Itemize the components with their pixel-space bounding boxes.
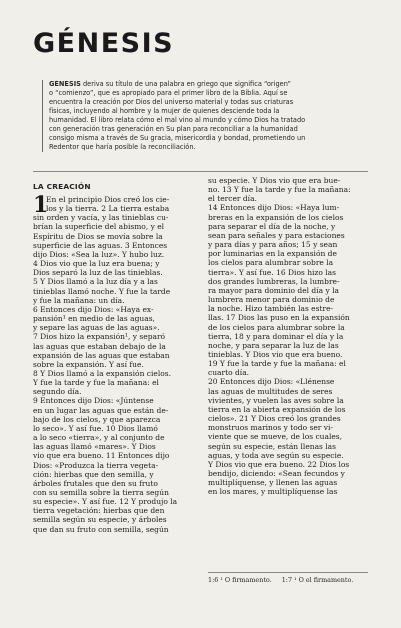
verse-line: su especie». Y así fue. 12 Y produjo la [33, 497, 178, 507]
verse-line: 20 Entonces dijo Dios: «Llénense [208, 377, 335, 387]
verse-line: lo seco». Y así fue. 10 Dios llamó [33, 423, 158, 433]
verse-line: tierra, 18 y para dominar el día y la [208, 331, 344, 341]
verse-line: a lo seco «tierra», y al conjunto de [33, 433, 165, 443]
verse-line: las aguas que estaban debajo de la [33, 341, 166, 351]
verse-line: sean para señales y para estaciones [208, 230, 345, 240]
section-divider [33, 171, 368, 172]
verse-line: tinieblas llamó noche. Y fue la tarde [33, 286, 171, 296]
intro-line: Redentor que haría posible la reconciliación. [49, 143, 196, 152]
verse-line: árboles frutales que den su fruto [33, 478, 158, 488]
verse-line: tierra vegetación: hierbas que den [33, 506, 165, 516]
verse-line: por luminarias en la expansión de [208, 249, 337, 259]
verse-line: 14 Entonces dijo Dios: «Haya lum- [208, 203, 340, 213]
intro-line: encuentra la creación por Dios del universo material y todas sus criaturas [49, 98, 294, 107]
intro-first-word: GÉNESIS [49, 80, 81, 88]
verse-line: expansión de las aguas que estaban [33, 350, 170, 360]
intro-line: humanidad. El libro relata cómo el mal vino al mundo y cómo Dios ha tratado [49, 116, 306, 125]
book-title: GÉNESIS [33, 28, 175, 59]
verse-line: dijo Dios: «Sea la luz». Y hubo luz. [33, 249, 165, 259]
verse-line: ción: hierbas que den semilla, y [33, 469, 154, 479]
verse-line: pansión¹ en medio de las aguas, [33, 314, 155, 324]
verse-line: vivientes, y vuelen las aves sobre la [208, 395, 344, 405]
verse-line: lumbrera menor para dominio de [208, 295, 335, 305]
footnote-divider [208, 572, 368, 573]
verse-line: tierra en la abierta expansión de los [208, 404, 346, 414]
verse-line: 8 Y Dios llamó a la expansión cielos. [33, 368, 171, 378]
verse-line: en los mares, y multiplíquense las [208, 487, 338, 497]
verse-line: tierra». Y así fue. 16 Dios hizo las [208, 267, 336, 277]
intro-line: o “comienzo”, que es apropiado para el primer libro de la Biblia. Aquí se [49, 89, 288, 98]
verse-line: su especie. Y Dios vio que era bue- [208, 176, 341, 185]
verse-line: noche, y para separar la luz de las [208, 340, 339, 350]
intro-line: físicas, incluyendo al hombre y la mujer de quienes desciende toda la [49, 107, 280, 116]
verse-line: Espíritu de Dios se movía sobre la [33, 231, 163, 241]
verse-line: sobre la expansión. Y así fue. [33, 359, 144, 369]
verse-line: Dios: «Produzca la tierra vegeta- [33, 460, 159, 470]
verse-line: sin orden y vacía, y las tinieblas cu- [33, 213, 169, 223]
intro-line: consigo misma a través de Su gracia, misericordia y bondad, prometiendo un [49, 134, 306, 143]
chapter-number: 1 [33, 192, 49, 218]
verse-line: bajo de los cielos, y que aparezca [33, 414, 161, 424]
verse-line: viente que se mueve, de los cuales, [208, 432, 343, 442]
verse-line: y fue la mañana: un día. [33, 295, 125, 305]
verse-line: cuarto día. [208, 368, 250, 378]
verse-line: el tercer día. [208, 194, 257, 204]
verse-line: en un lugar las aguas que están de- [33, 405, 169, 415]
verse-line: cielos». 21 Y Dios creó los grandes [208, 414, 341, 424]
intro-line: con generación tras generación en Su plan para reconciliar a la humanidad [49, 125, 298, 134]
verse-line: Dios separó la luz de las tinieblas. [33, 268, 163, 278]
text-column-right [208, 176, 368, 496]
verse-line: breras en la expansión de los cielos [208, 212, 344, 222]
verse-line: En el principio Dios creó los cie- [46, 195, 170, 204]
verse-line: multiplíquense, y llenen las aguas [208, 478, 338, 488]
footnote: 1:7 ¹ O el firmamento. [281, 576, 354, 584]
intro-line: GÉNESIS deriva su título de una palabra en griego que significa “origen” [49, 80, 291, 88]
verse-line: 4 Dios vio que la luz era buena; y [33, 259, 160, 269]
verse-line: las aguas de multitudes de seres [208, 386, 333, 396]
verse-line: superficie de las aguas. 3 Entonces [33, 240, 168, 250]
book-introduction [42, 80, 375, 152]
left-column-body [33, 213, 193, 533]
verse-line: tinieblas. Y Dios vio que era bueno. [208, 349, 343, 359]
verse-line: 6 Entonces dijo Dios: «Haya ex- [33, 304, 154, 314]
verse-line: Y fue la tarde y fue la mañana: el [33, 378, 159, 388]
verse-line: la noche. Hizo también las estre- [208, 304, 334, 314]
verse-line: vio que era bueno. 11 Entonces dijo [33, 451, 170, 461]
text-column-left [33, 176, 193, 534]
footnote: 1:6 ¹ O firmamento. [208, 576, 272, 584]
footnotes [208, 576, 378, 585]
verse-line: 9 Entonces dijo Dios: «Júntense [33, 396, 154, 406]
right-column-body [208, 176, 368, 496]
verse-line: y separe las aguas de las aguas». [33, 323, 160, 333]
verse-line: 19 Y fue la tarde y fue la mañana: el [208, 359, 346, 369]
verse-line: aguas, y toda ave según su especie. [208, 450, 344, 460]
verse-line: bendijo, diciendo: «Sean fecundos y [208, 469, 345, 478]
verse-line: con su semilla sobre la tierra según [33, 488, 169, 497]
verse-line: de los cielos para alumbrar sobre la [208, 322, 345, 332]
verse-line: que dan su fruto con semilla, según [33, 524, 169, 534]
verse-line: y para días y para años; 15 y sean [208, 240, 338, 250]
verse-line: brían la superficie del abismo, y el [33, 222, 165, 232]
verse-line: ra mayor para dominio del día y la [208, 285, 339, 295]
verse-line: Y Dios vio que era bueno. 22 Dios los [208, 459, 350, 469]
verse-line: para separar el día de la noche, y [208, 221, 336, 231]
verse-line: dos grandes lumbreras, la lumbre- [208, 276, 340, 286]
verse-line: llas. 17 Dios las puso en la expansión [208, 313, 350, 323]
verse-line: segundo día. [33, 387, 82, 397]
verse-line: los y la tierra. 2 La tierra estaba [46, 204, 170, 214]
verse-line: las aguas llamó «mares». Y Dios [33, 442, 156, 452]
verse-line: 7 Dios hizo la expansión¹, y separó [33, 332, 166, 342]
section-heading: LA CREACIÓN [33, 182, 91, 191]
verse-line: monstruos marinos y todo ser vi- [208, 423, 333, 433]
verse-line: no. 13 Y fue la tarde y fue la mañana: [208, 185, 351, 195]
verse-line: según su especie, están llenas las [208, 441, 337, 451]
verse-line: semilla según su especie, y árboles [33, 515, 167, 525]
verse-line: los cielos para alumbrar sobre la [208, 258, 334, 268]
verse-line: 5 Y Dios llamó a la luz día y a las [33, 277, 158, 287]
